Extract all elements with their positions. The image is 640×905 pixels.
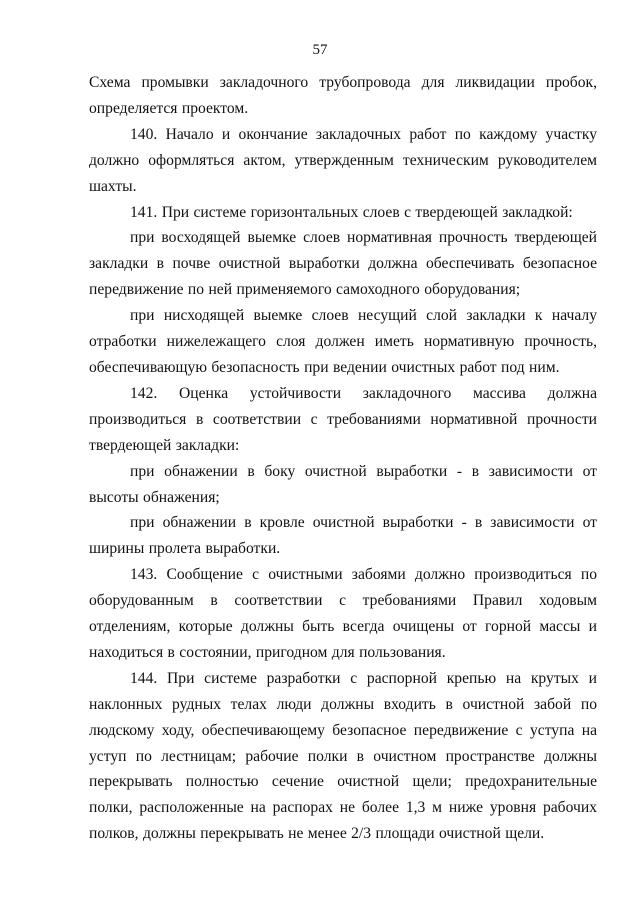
- paragraph-141-descending: при нисходящей выемке слоев несущий слой закладки к началу отработки нижележащего слоя должен иметь нормативную прочность, обеспечивающую безопасность при ведении очистных работ под ним.: [89, 307, 597, 376]
- paragraph-item-142: 142. Оценка устойчивости закладочного массива должна производиться в соответствии с требованиями нормативной прочности твердеющей закладки:: [89, 384, 597, 454]
- paragraph-142-roof: при обнажении в кровле очистной выработки - в зависимости от ширины пролета выработки.: [89, 514, 597, 558]
- paragraph-142-side: при обнажении в боку очистной выработки - в зависимости от высоты обнажения;: [89, 462, 597, 506]
- paragraph-item-143: 143. Сообщение с очистными забоями должно производиться по оборудованным в соответствии с требованиями Правил ходовым отделениям, которые должны быть всегда очищены от горной массы и находиться в состоянии, пригодном для пользования.: [89, 566, 597, 661]
- document-body: [89, 70, 597, 847]
- paragraph-item-141: 141. При системе горизонтальных слоев с твердеющей закладкой:: [130, 203, 573, 221]
- page-number: 57: [312, 42, 328, 58]
- paragraph-141-ascending: при восходящей выемке слоев нормативная прочность твердеющей закладки в почве очистной выработки должна обеспечивать безопасное передвижение по ней применяемого самоходного оборудования;: [89, 229, 597, 299]
- paragraph-continuation: Схема промывки закладочного трубопровода для ликвидации пробок, определяется проектом.: [89, 74, 597, 117]
- paragraph-item-144: 144. При системе разработки с распорной крепью на крутых и наклонных рудных телах люди должны входить в очистной забой по людскому ходу, обеспечивающему безопасное передвижение с уступа на уступ по лестницам; рабочие полки в очистном пространстве должны перекрывать полностью сечение очистной щели; предохранительные полки, расположенные на распорах не более 1,3 м ниже уровня рабочих полков, должны перекрывать не менее 2/3 площади очистной щели.: [89, 669, 597, 843]
- paragraph-item-140: 140. Начало и окончание закладочных работ по каждому участку должно оформляться актом, утвержденным техническим руководителем шахты.: [89, 125, 597, 195]
